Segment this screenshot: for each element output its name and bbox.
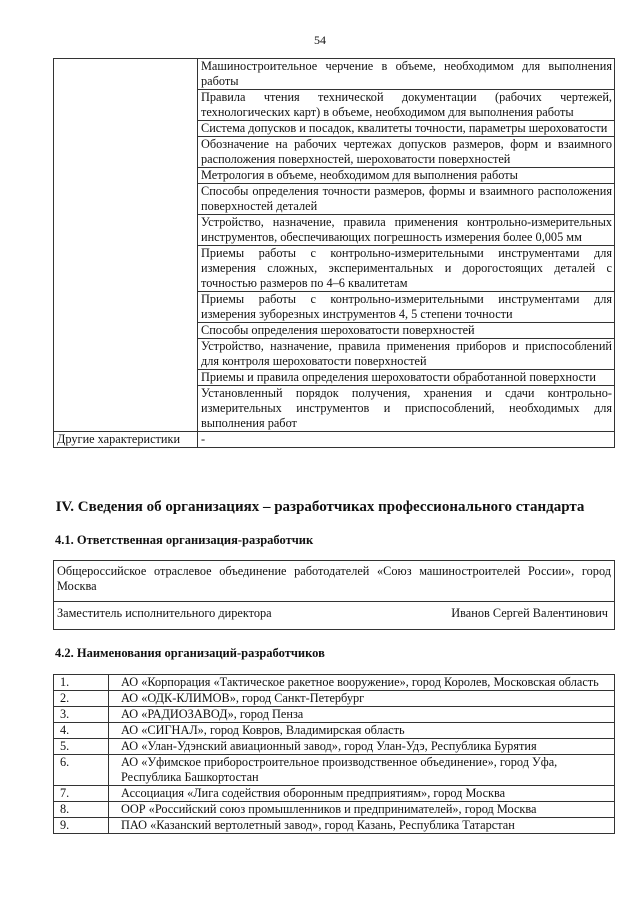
row-number: 9. xyxy=(54,818,109,834)
knowledge-item: Устройство, назначение, правила применения приборов и приспособлений для контроля шероховатости поверхностей xyxy=(198,339,615,370)
table-row xyxy=(54,802,615,818)
section-title: IV. Сведения об организациях – разработчиках профессионального стандарта xyxy=(55,499,585,515)
table-row xyxy=(54,675,615,691)
subsection-title-responsible: 4.1. Ответственная организация-разработчик xyxy=(55,533,314,547)
subsection-title-developers: 4.2. Наименования организаций-разработчиков xyxy=(55,646,325,660)
knowledge-item: Способы определения шероховатости поверхностей xyxy=(198,323,615,339)
knowledge-item: Установленный порядок получения, хранения и сдачи контрольно-измерительных инструментов и приспособлений, необходимых для выполнения работ xyxy=(198,386,615,432)
row-number: 3. xyxy=(54,707,109,723)
divider xyxy=(54,601,614,602)
org-name: АО «РАДИОЗАВОД», город Пенза xyxy=(109,707,615,723)
row-number: 2. xyxy=(54,691,109,707)
table-row xyxy=(54,691,615,707)
org-name: ПАО «Казанский вертолетный завод», город Казань, Республика Татарстан xyxy=(109,818,615,834)
knowledge-item: Приемы работы с контрольно-измерительными инструментами для измерения сложных, экспериментальных и дорогостоящих деталей с точностью размеров по 4–6 квалитетам xyxy=(198,246,615,292)
knowledge-item: Метрология в объеме, необходимом для выполнения работы xyxy=(198,168,615,184)
org-name: АО «Улан-Удэнский авиационный завод», город Улан-Удэ, Республика Бурятия xyxy=(109,739,615,755)
org-name: Ассоциация «Лига содействия оборонным предприятиям», город Москва xyxy=(109,786,615,802)
table-row xyxy=(54,786,615,802)
table-row xyxy=(54,818,615,834)
page-number: 54 xyxy=(314,33,326,47)
responsible-org-name: Общероссийское отраслевое объединение работодателей «Союз машиностроителей России», город Москва xyxy=(57,564,611,593)
required-knowledge-table xyxy=(53,58,615,448)
knowledge-item: Обозначение на рабочих чертежах допусков размеров, форм и взаимного расположения поверхностей, шероховатости поверхностей xyxy=(198,137,615,168)
table-row xyxy=(54,59,615,90)
responsible-role: Заместитель исполнительного директора xyxy=(57,606,272,620)
org-name: ООР «Российский союз промышленников и предпринимателей», город Москва xyxy=(109,802,615,818)
knowledge-item: Приемы работы с контрольно-измерительными инструментами для измерения зуборезных инструментов 4, 5 степени точности xyxy=(198,292,615,323)
table-row xyxy=(54,707,615,723)
org-name: АО «Уфимское приборостроительное производственное объединение», город Уфа, Республика Башкортостан xyxy=(109,755,615,786)
knowledge-item: Приемы и правила определения шероховатости обработанной поверхности xyxy=(198,370,615,386)
knowledge-item: Машиностроительное черчение в объеме, необходимом для выполнения работы xyxy=(198,59,615,90)
knowledge-item: Система допусков и посадок, квалитеты точности, параметры шероховатости xyxy=(198,121,615,137)
table-row xyxy=(54,432,615,448)
row-number: 1. xyxy=(54,675,109,691)
responsible-person: Иванов Сергей Валентинович xyxy=(451,606,608,620)
other-characteristics-label: Другие характеристики xyxy=(54,432,198,448)
org-name: АО «Корпорация «Тактическое ракетное вооружение», город Королев, Московская область xyxy=(109,675,615,691)
knowledge-label-cell xyxy=(54,59,198,432)
knowledge-item: Правила чтения технической документации (рабочих чертежей, технологических карт) в объеме, необходимом для выполнения работы xyxy=(198,90,615,121)
knowledge-item: Устройство, назначение, правила применения контрольно-измерительных инструментов, обеспечивающих погрешность измерения более 0,005 мм xyxy=(198,215,615,246)
org-name: АО «СИГНАЛ», город Ковров, Владимирская область xyxy=(109,723,615,739)
row-number: 7. xyxy=(54,786,109,802)
row-number: 8. xyxy=(54,802,109,818)
developer-orgs-table xyxy=(53,674,615,834)
row-number: 6. xyxy=(54,755,109,786)
row-number: 5. xyxy=(54,739,109,755)
table-row xyxy=(54,723,615,739)
table-row xyxy=(54,755,615,786)
org-name: АО «ОДК-КЛИМОВ», город Санкт-Петербург xyxy=(109,691,615,707)
other-characteristics-value: - xyxy=(198,432,615,448)
table-row xyxy=(54,739,615,755)
responsible-org-box xyxy=(53,560,615,630)
row-number: 4. xyxy=(54,723,109,739)
knowledge-item: Способы определения точности размеров, формы и взаимного расположения поверхностей деталей xyxy=(198,184,615,215)
